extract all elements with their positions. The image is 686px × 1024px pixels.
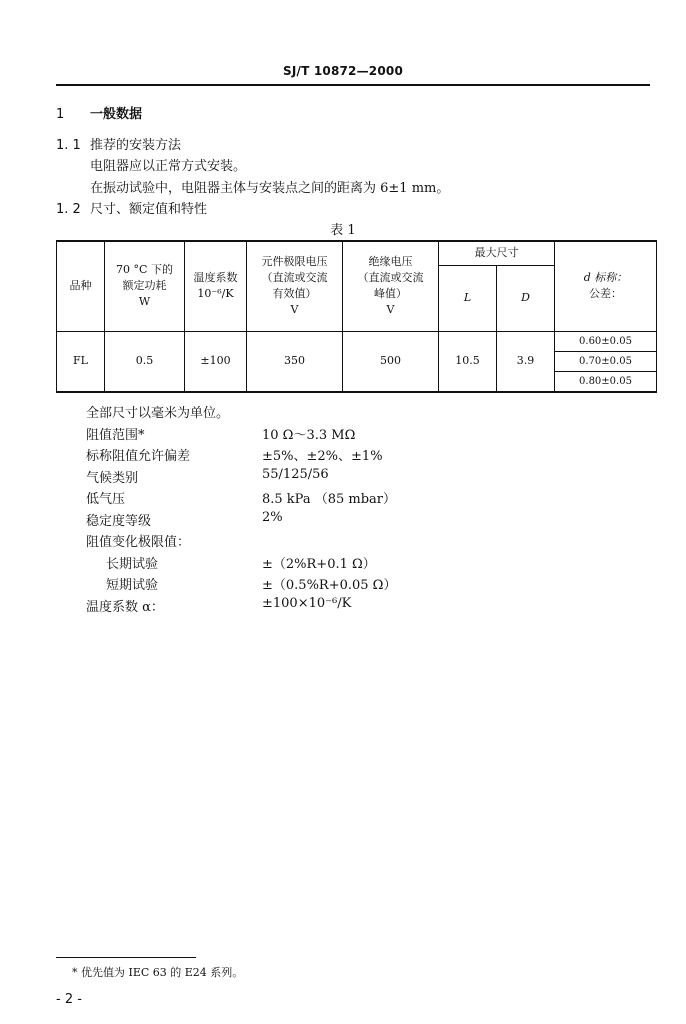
header-variety: 品种 <box>57 241 105 331</box>
install-line-1: 电阻器应以正常方式安装。 <box>90 159 247 174</box>
spec-label: 低气压 <box>86 492 126 507</box>
cell-limit-voltage: 350 <box>247 331 343 392</box>
spec-value: 2% <box>262 510 283 525</box>
spec-value: ±5%、±2%、±1% <box>262 449 383 464</box>
section-number: 1. 2 <box>56 202 81 217</box>
spec-value: 10 Ω～3.3 MΩ <box>262 428 356 443</box>
spec-value: 55/125/56 <box>262 467 329 482</box>
header-power-unit: W <box>138 295 151 309</box>
table-title: 表 1 <box>330 223 356 238</box>
spec-table <box>56 240 657 393</box>
header-insulation-voltage <box>343 241 439 331</box>
section-1-heading <box>56 103 142 122</box>
spec-label: 标称阻值允许偏差 <box>86 449 191 464</box>
header-power-line: 额定功耗 <box>122 279 167 293</box>
section-title: 一般数据 <box>90 107 143 122</box>
header-d-tolerance: 公差： <box>589 287 622 301</box>
section-1-1-heading <box>56 134 181 153</box>
header-D: D <box>497 265 555 331</box>
d-tolerance-option: 0.60±0.05 <box>579 335 632 347</box>
header-limit-voltage <box>247 241 343 331</box>
spec-value: 8.5 kPa （85 mbar） <box>262 492 397 507</box>
cell-variety: FL <box>57 331 105 392</box>
spec-value: ±（0.5%R+0.05 Ω） <box>262 578 397 593</box>
spec-label: 阻值范围* <box>86 428 145 443</box>
section-number: 1 <box>56 107 65 122</box>
spec-label: 短期试验 <box>106 578 159 593</box>
header-insulation-voltage-unit: V <box>386 303 395 317</box>
spec-label: 温度系数 α： <box>86 600 164 615</box>
footnote: * 优先值为 IEC 63 的 E24 系列。 <box>72 966 244 979</box>
header-d-nominal: d 标称： <box>583 271 628 285</box>
header-d <box>555 241 657 331</box>
header-tempcoef-unit: 10⁻⁶/K <box>197 287 234 301</box>
section-number: 1. 1 <box>56 138 81 153</box>
spec-label: 气候类别 <box>86 471 139 486</box>
page-number: - 2 - <box>56 992 82 1007</box>
header-limit-voltage-line: （直流或交流 <box>261 271 328 285</box>
spec-label: 稳定度等级 <box>86 514 152 529</box>
header-limit-voltage-unit: V <box>290 303 299 317</box>
header-tempcoef-line: 温度系数 <box>193 271 238 285</box>
header-power <box>105 241 185 331</box>
spec-label: 长期试验 <box>106 557 159 572</box>
d-tolerance-option: 0.80±0.05 <box>579 375 632 387</box>
table-row <box>57 331 657 392</box>
section-title: 尺寸、额定值和特性 <box>90 202 208 217</box>
header-tempcoef <box>185 241 247 331</box>
header-limit-voltage-line: 有效值） <box>272 287 317 301</box>
section-1-2-heading <box>56 198 207 217</box>
header-insulation-voltage-line: 峰值） <box>374 287 407 301</box>
spec-value: ±100×10⁻⁶/K <box>262 596 352 611</box>
spec-label: 阻值变化极限值： <box>86 535 191 550</box>
cell-D: 3.9 <box>497 331 555 392</box>
header-rule <box>56 84 650 86</box>
header-insulation-voltage-line: 绝缘电压 <box>368 255 413 269</box>
cell-insulation-voltage: 500 <box>343 331 439 392</box>
header-power-line: 70 °C 下的 <box>116 263 173 277</box>
unit-note: 全部尺寸以毫米为单位。 <box>86 406 230 421</box>
cell-d <box>555 331 657 392</box>
spec-value: ±（2%R+0.1 Ω） <box>262 557 376 572</box>
section-title: 推荐的安装方法 <box>90 138 182 153</box>
standard-code: SJ/T 10872—2000 <box>283 64 403 78</box>
header-insulation-voltage-line: （直流或交流 <box>357 271 424 285</box>
header-max-dim: 最大尺寸 <box>439 241 555 265</box>
cell-L: 10.5 <box>439 331 497 392</box>
header-limit-voltage-line: 元件极限电压 <box>261 255 328 269</box>
d-tolerance-option: 0.70±0.05 <box>555 351 656 372</box>
header-L: L <box>439 265 497 331</box>
cell-tempcoef: ±100 <box>185 331 247 392</box>
install-line-2: 在振动试验中，电阻器主体与安装点之间的距离为 6±1 mm。 <box>90 181 450 196</box>
footnote-rule <box>56 957 196 958</box>
cell-power: 0.5 <box>105 331 185 392</box>
